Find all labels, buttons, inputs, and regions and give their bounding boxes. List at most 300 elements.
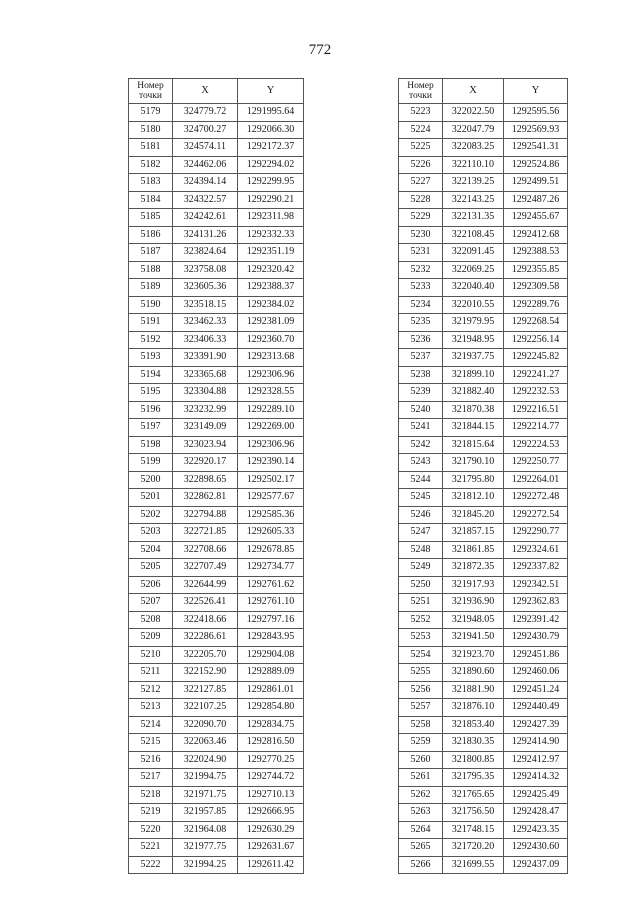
table-row bbox=[399, 786, 568, 804]
x-cell: 321795.80 bbox=[443, 471, 504, 489]
x-cell: 323232.99 bbox=[173, 401, 238, 419]
point-number-cell: 5215 bbox=[129, 734, 173, 752]
table-row bbox=[399, 681, 568, 699]
x-cell: 321756.50 bbox=[443, 804, 504, 822]
y-cell: 1292412.68 bbox=[504, 226, 568, 244]
point-number-cell: 5259 bbox=[399, 734, 443, 752]
point-number-cell: 5256 bbox=[399, 681, 443, 699]
point-number-cell: 5234 bbox=[399, 296, 443, 314]
y-cell: 1292172.37 bbox=[238, 139, 304, 157]
y-cell: 1292423.35 bbox=[504, 821, 568, 839]
point-number-cell: 5230 bbox=[399, 226, 443, 244]
point-number-cell: 5237 bbox=[399, 349, 443, 367]
point-number-cell: 5198 bbox=[129, 436, 173, 454]
y-cell: 1292066.30 bbox=[238, 121, 304, 139]
y-cell: 1292605.33 bbox=[238, 524, 304, 542]
y-cell: 1292269.00 bbox=[238, 419, 304, 437]
y-cell: 1292241.27 bbox=[504, 366, 568, 384]
point-number-cell: 5262 bbox=[399, 786, 443, 804]
x-cell: 322063.46 bbox=[173, 734, 238, 752]
point-number-cell: 5235 bbox=[399, 314, 443, 332]
x-cell: 321948.95 bbox=[443, 331, 504, 349]
y-cell: 1292460.06 bbox=[504, 664, 568, 682]
point-number-cell: 5265 bbox=[399, 839, 443, 857]
x-cell: 322139.25 bbox=[443, 174, 504, 192]
y-cell: 1291995.64 bbox=[238, 104, 304, 122]
x-cell: 322091.45 bbox=[443, 244, 504, 262]
table-row bbox=[129, 244, 304, 262]
point-number-cell: 5191 bbox=[129, 314, 173, 332]
point-number-cell: 5244 bbox=[399, 471, 443, 489]
table-row bbox=[399, 436, 568, 454]
point-number-cell: 5193 bbox=[129, 349, 173, 367]
y-cell: 1292313.68 bbox=[238, 349, 304, 367]
y-cell: 1292430.79 bbox=[504, 629, 568, 647]
y-cell: 1292306.96 bbox=[238, 436, 304, 454]
x-cell: 321800.85 bbox=[443, 751, 504, 769]
y-cell: 1292332.33 bbox=[238, 226, 304, 244]
y-cell: 1292843.95 bbox=[238, 629, 304, 647]
coordinates-table-right bbox=[398, 78, 568, 874]
y-cell: 1292381.09 bbox=[238, 314, 304, 332]
header-x: X bbox=[173, 79, 238, 104]
y-cell: 1292541.31 bbox=[504, 139, 568, 157]
point-number-cell: 5205 bbox=[129, 559, 173, 577]
table-row bbox=[129, 856, 304, 874]
y-cell: 1292290.77 bbox=[504, 524, 568, 542]
point-number-cell: 5181 bbox=[129, 139, 173, 157]
point-number-cell: 5223 bbox=[399, 104, 443, 122]
table-row bbox=[399, 314, 568, 332]
x-cell: 324131.26 bbox=[173, 226, 238, 244]
table-row bbox=[129, 804, 304, 822]
y-cell: 1292324.61 bbox=[504, 541, 568, 559]
point-number-cell: 5212 bbox=[129, 681, 173, 699]
table-row bbox=[129, 489, 304, 507]
y-cell: 1292250.77 bbox=[504, 454, 568, 472]
x-cell: 321872.35 bbox=[443, 559, 504, 577]
table-row bbox=[399, 839, 568, 857]
table-row bbox=[399, 191, 568, 209]
table-row bbox=[129, 541, 304, 559]
x-cell: 323149.09 bbox=[173, 419, 238, 437]
point-number-cell: 5185 bbox=[129, 209, 173, 227]
table-row bbox=[399, 734, 568, 752]
x-cell: 323391.90 bbox=[173, 349, 238, 367]
point-number-cell: 5213 bbox=[129, 699, 173, 717]
x-cell: 324700.27 bbox=[173, 121, 238, 139]
x-cell: 321881.90 bbox=[443, 681, 504, 699]
x-cell: 321876.10 bbox=[443, 699, 504, 717]
point-number-cell: 5204 bbox=[129, 541, 173, 559]
y-cell: 1292355.85 bbox=[504, 261, 568, 279]
y-cell: 1292384.02 bbox=[238, 296, 304, 314]
point-number-cell: 5200 bbox=[129, 471, 173, 489]
y-cell: 1292797.16 bbox=[238, 611, 304, 629]
x-cell: 321815.64 bbox=[443, 436, 504, 454]
table-row bbox=[399, 576, 568, 594]
table-row bbox=[129, 209, 304, 227]
point-number-cell: 5190 bbox=[129, 296, 173, 314]
point-number-cell: 5214 bbox=[129, 716, 173, 734]
x-cell: 322644.99 bbox=[173, 576, 238, 594]
y-cell: 1292290.21 bbox=[238, 191, 304, 209]
y-cell: 1292744.72 bbox=[238, 769, 304, 787]
x-cell: 321923.70 bbox=[443, 646, 504, 664]
x-cell: 321748.15 bbox=[443, 821, 504, 839]
y-cell: 1292585.36 bbox=[238, 506, 304, 524]
y-cell: 1292309.58 bbox=[504, 279, 568, 297]
point-number-cell: 5229 bbox=[399, 209, 443, 227]
point-number-cell: 5211 bbox=[129, 664, 173, 682]
point-number-cell: 5221 bbox=[129, 839, 173, 857]
point-number-cell: 5222 bbox=[129, 856, 173, 874]
table-row bbox=[129, 646, 304, 664]
header-y: Y bbox=[238, 79, 304, 104]
point-number-cell: 5179 bbox=[129, 104, 173, 122]
x-cell: 322083.25 bbox=[443, 139, 504, 157]
y-cell: 1292437.09 bbox=[504, 856, 568, 874]
y-cell: 1292666.95 bbox=[238, 804, 304, 822]
y-cell: 1292451.24 bbox=[504, 681, 568, 699]
x-cell: 323824.64 bbox=[173, 244, 238, 262]
point-number-cell: 5206 bbox=[129, 576, 173, 594]
x-cell: 324242.61 bbox=[173, 209, 238, 227]
table-row bbox=[129, 314, 304, 332]
x-cell: 323406.33 bbox=[173, 331, 238, 349]
x-cell: 322920.17 bbox=[173, 454, 238, 472]
point-number-cell: 5249 bbox=[399, 559, 443, 577]
point-number-cell: 5196 bbox=[129, 401, 173, 419]
point-number-cell: 5188 bbox=[129, 261, 173, 279]
x-cell: 322040.40 bbox=[443, 279, 504, 297]
y-cell: 1292595.56 bbox=[504, 104, 568, 122]
x-cell: 321795.35 bbox=[443, 769, 504, 787]
point-number-cell: 5257 bbox=[399, 699, 443, 717]
y-cell: 1292678.85 bbox=[238, 541, 304, 559]
x-cell: 321917.93 bbox=[443, 576, 504, 594]
y-cell: 1292216.51 bbox=[504, 401, 568, 419]
point-number-cell: 5216 bbox=[129, 751, 173, 769]
y-cell: 1292631.67 bbox=[238, 839, 304, 857]
x-cell: 323304.88 bbox=[173, 384, 238, 402]
y-cell: 1292337.82 bbox=[504, 559, 568, 577]
y-cell: 1292710.13 bbox=[238, 786, 304, 804]
y-cell: 1292889.09 bbox=[238, 664, 304, 682]
y-cell: 1292311.98 bbox=[238, 209, 304, 227]
y-cell: 1292245.82 bbox=[504, 349, 568, 367]
y-cell: 1292734.77 bbox=[238, 559, 304, 577]
point-number-cell: 5266 bbox=[399, 856, 443, 874]
x-cell: 322418.66 bbox=[173, 611, 238, 629]
point-number-cell: 5207 bbox=[129, 594, 173, 612]
y-cell: 1292224.53 bbox=[504, 436, 568, 454]
table-row bbox=[399, 524, 568, 542]
table-row bbox=[129, 279, 304, 297]
point-number-cell: 5182 bbox=[129, 156, 173, 174]
point-number-cell: 5236 bbox=[399, 331, 443, 349]
right-table-body bbox=[399, 104, 568, 874]
page-number: 772 bbox=[308, 42, 332, 58]
y-cell: 1292272.48 bbox=[504, 489, 568, 507]
point-number-cell: 5233 bbox=[399, 279, 443, 297]
coordinates-table-left bbox=[128, 78, 304, 874]
x-cell: 321853.40 bbox=[443, 716, 504, 734]
point-number-cell: 5219 bbox=[129, 804, 173, 822]
x-cell: 322862.81 bbox=[173, 489, 238, 507]
table-row bbox=[399, 366, 568, 384]
table-row bbox=[399, 541, 568, 559]
y-cell: 1292816.50 bbox=[238, 734, 304, 752]
table-row bbox=[129, 681, 304, 699]
point-number-cell: 5218 bbox=[129, 786, 173, 804]
x-cell: 322152.90 bbox=[173, 664, 238, 682]
table-row bbox=[129, 716, 304, 734]
table-row bbox=[399, 664, 568, 682]
point-number-cell: 5227 bbox=[399, 174, 443, 192]
header-y: Y bbox=[504, 79, 568, 104]
y-cell: 1292360.70 bbox=[238, 331, 304, 349]
x-cell: 321765.65 bbox=[443, 786, 504, 804]
table-row bbox=[399, 156, 568, 174]
y-cell: 1292342.51 bbox=[504, 576, 568, 594]
table-row bbox=[399, 489, 568, 507]
table-row bbox=[399, 769, 568, 787]
point-number-cell: 5246 bbox=[399, 506, 443, 524]
table-row bbox=[399, 559, 568, 577]
table-row bbox=[399, 384, 568, 402]
point-number-cell: 5187 bbox=[129, 244, 173, 262]
point-number-cell: 5252 bbox=[399, 611, 443, 629]
x-cell: 322721.85 bbox=[173, 524, 238, 542]
x-cell: 322143.25 bbox=[443, 191, 504, 209]
table-row bbox=[129, 769, 304, 787]
table-row bbox=[129, 139, 304, 157]
x-cell: 323518.15 bbox=[173, 296, 238, 314]
table-row bbox=[399, 174, 568, 192]
point-number-cell: 5192 bbox=[129, 331, 173, 349]
table-row bbox=[129, 366, 304, 384]
x-cell: 321857.15 bbox=[443, 524, 504, 542]
y-cell: 1292306.96 bbox=[238, 366, 304, 384]
left-table-body bbox=[129, 104, 304, 874]
table-row bbox=[399, 104, 568, 122]
x-cell: 322024.90 bbox=[173, 751, 238, 769]
point-number-cell: 5250 bbox=[399, 576, 443, 594]
y-cell: 1292289.76 bbox=[504, 296, 568, 314]
y-cell: 1292328.55 bbox=[238, 384, 304, 402]
x-cell: 321957.85 bbox=[173, 804, 238, 822]
x-cell: 322090.70 bbox=[173, 716, 238, 734]
table-row bbox=[399, 821, 568, 839]
table-header-row bbox=[399, 79, 568, 104]
table-row bbox=[129, 839, 304, 857]
table-row bbox=[129, 611, 304, 629]
y-cell: 1292569.93 bbox=[504, 121, 568, 139]
point-number-cell: 5209 bbox=[129, 629, 173, 647]
table-row bbox=[129, 751, 304, 769]
point-number-cell: 5239 bbox=[399, 384, 443, 402]
y-cell: 1292451.86 bbox=[504, 646, 568, 664]
y-cell: 1292289.10 bbox=[238, 401, 304, 419]
x-cell: 322286.61 bbox=[173, 629, 238, 647]
x-cell: 321937.75 bbox=[443, 349, 504, 367]
y-cell: 1292427.39 bbox=[504, 716, 568, 734]
table-row bbox=[399, 139, 568, 157]
x-cell: 324779.72 bbox=[173, 104, 238, 122]
x-cell: 321720.20 bbox=[443, 839, 504, 857]
x-cell: 321948.05 bbox=[443, 611, 504, 629]
table-row bbox=[129, 576, 304, 594]
y-cell: 1292904.08 bbox=[238, 646, 304, 664]
y-cell: 1292502.17 bbox=[238, 471, 304, 489]
point-number-cell: 5242 bbox=[399, 436, 443, 454]
table-row bbox=[129, 104, 304, 122]
x-cell: 322010.55 bbox=[443, 296, 504, 314]
y-cell: 1292320.42 bbox=[238, 261, 304, 279]
point-number-cell: 5220 bbox=[129, 821, 173, 839]
y-cell: 1292499.51 bbox=[504, 174, 568, 192]
table-row bbox=[129, 664, 304, 682]
table-row bbox=[129, 191, 304, 209]
x-cell: 321861.85 bbox=[443, 541, 504, 559]
x-cell: 321964.08 bbox=[173, 821, 238, 839]
point-number-cell: 5253 bbox=[399, 629, 443, 647]
y-cell: 1292430.60 bbox=[504, 839, 568, 857]
table-row bbox=[399, 401, 568, 419]
table-row bbox=[129, 261, 304, 279]
y-cell: 1292412.97 bbox=[504, 751, 568, 769]
header-x: X bbox=[443, 79, 504, 104]
header-point-number: Номер точки bbox=[129, 79, 173, 104]
y-cell: 1292854.80 bbox=[238, 699, 304, 717]
x-cell: 322108.45 bbox=[443, 226, 504, 244]
x-cell: 321699.55 bbox=[443, 856, 504, 874]
table-row bbox=[129, 349, 304, 367]
point-number-cell: 5199 bbox=[129, 454, 173, 472]
point-number-cell: 5255 bbox=[399, 664, 443, 682]
y-cell: 1292611.42 bbox=[238, 856, 304, 874]
table-row bbox=[399, 331, 568, 349]
table-row bbox=[129, 121, 304, 139]
y-cell: 1292861.01 bbox=[238, 681, 304, 699]
table-row bbox=[399, 716, 568, 734]
x-cell: 321977.75 bbox=[173, 839, 238, 857]
y-cell: 1292577.67 bbox=[238, 489, 304, 507]
point-number-cell: 5195 bbox=[129, 384, 173, 402]
table-row bbox=[399, 629, 568, 647]
y-cell: 1292256.14 bbox=[504, 331, 568, 349]
y-cell: 1292232.53 bbox=[504, 384, 568, 402]
table-row bbox=[129, 786, 304, 804]
y-cell: 1292487.26 bbox=[504, 191, 568, 209]
point-number-cell: 5184 bbox=[129, 191, 173, 209]
table-row bbox=[129, 296, 304, 314]
table-row bbox=[399, 856, 568, 874]
point-number-cell: 5261 bbox=[399, 769, 443, 787]
y-cell: 1292428.47 bbox=[504, 804, 568, 822]
table-row bbox=[399, 226, 568, 244]
table-row bbox=[399, 121, 568, 139]
x-cell: 322794.88 bbox=[173, 506, 238, 524]
table-row bbox=[129, 629, 304, 647]
y-cell: 1292761.62 bbox=[238, 576, 304, 594]
table-row bbox=[129, 559, 304, 577]
point-number-cell: 5208 bbox=[129, 611, 173, 629]
table-row bbox=[129, 174, 304, 192]
table-row bbox=[399, 296, 568, 314]
y-cell: 1292294.02 bbox=[238, 156, 304, 174]
x-cell: 322110.10 bbox=[443, 156, 504, 174]
point-number-cell: 5210 bbox=[129, 646, 173, 664]
y-cell: 1292834.75 bbox=[238, 716, 304, 734]
point-number-cell: 5258 bbox=[399, 716, 443, 734]
x-cell: 321979.95 bbox=[443, 314, 504, 332]
point-number-cell: 5263 bbox=[399, 804, 443, 822]
point-number-cell: 5186 bbox=[129, 226, 173, 244]
x-cell: 321790.10 bbox=[443, 454, 504, 472]
y-cell: 1292761.10 bbox=[238, 594, 304, 612]
x-cell: 321994.75 bbox=[173, 769, 238, 787]
point-number-cell: 5202 bbox=[129, 506, 173, 524]
point-number-cell: 5189 bbox=[129, 279, 173, 297]
x-cell: 321994.25 bbox=[173, 856, 238, 874]
point-number-cell: 5180 bbox=[129, 121, 173, 139]
x-cell: 322707.49 bbox=[173, 559, 238, 577]
point-number-cell: 5228 bbox=[399, 191, 443, 209]
y-cell: 1292214.77 bbox=[504, 419, 568, 437]
y-cell: 1292630.29 bbox=[238, 821, 304, 839]
y-cell: 1292414.32 bbox=[504, 769, 568, 787]
y-cell: 1292351.19 bbox=[238, 244, 304, 262]
table-row bbox=[129, 401, 304, 419]
y-cell: 1292299.95 bbox=[238, 174, 304, 192]
point-number-cell: 5232 bbox=[399, 261, 443, 279]
point-number-cell: 5241 bbox=[399, 419, 443, 437]
x-cell: 321936.90 bbox=[443, 594, 504, 612]
table-row bbox=[399, 279, 568, 297]
x-cell: 323605.36 bbox=[173, 279, 238, 297]
x-cell: 321844.15 bbox=[443, 419, 504, 437]
table-row bbox=[129, 384, 304, 402]
y-cell: 1292414.90 bbox=[504, 734, 568, 752]
table-row bbox=[129, 156, 304, 174]
x-cell: 321870.38 bbox=[443, 401, 504, 419]
point-number-cell: 5183 bbox=[129, 174, 173, 192]
x-cell: 321890.60 bbox=[443, 664, 504, 682]
table-row bbox=[399, 419, 568, 437]
table-row bbox=[129, 226, 304, 244]
table-row bbox=[399, 454, 568, 472]
point-number-cell: 5225 bbox=[399, 139, 443, 157]
x-cell: 322047.79 bbox=[443, 121, 504, 139]
table-row bbox=[129, 821, 304, 839]
table-row bbox=[399, 646, 568, 664]
y-cell: 1292524.86 bbox=[504, 156, 568, 174]
y-cell: 1292388.37 bbox=[238, 279, 304, 297]
y-cell: 1292440.49 bbox=[504, 699, 568, 717]
point-number-cell: 5197 bbox=[129, 419, 173, 437]
table-row bbox=[399, 209, 568, 227]
y-cell: 1292388.53 bbox=[504, 244, 568, 262]
point-number-cell: 5226 bbox=[399, 156, 443, 174]
table-row bbox=[129, 524, 304, 542]
x-cell: 322708.66 bbox=[173, 541, 238, 559]
x-cell: 321899.10 bbox=[443, 366, 504, 384]
point-number-cell: 5251 bbox=[399, 594, 443, 612]
table-row bbox=[129, 419, 304, 437]
x-cell: 323462.33 bbox=[173, 314, 238, 332]
